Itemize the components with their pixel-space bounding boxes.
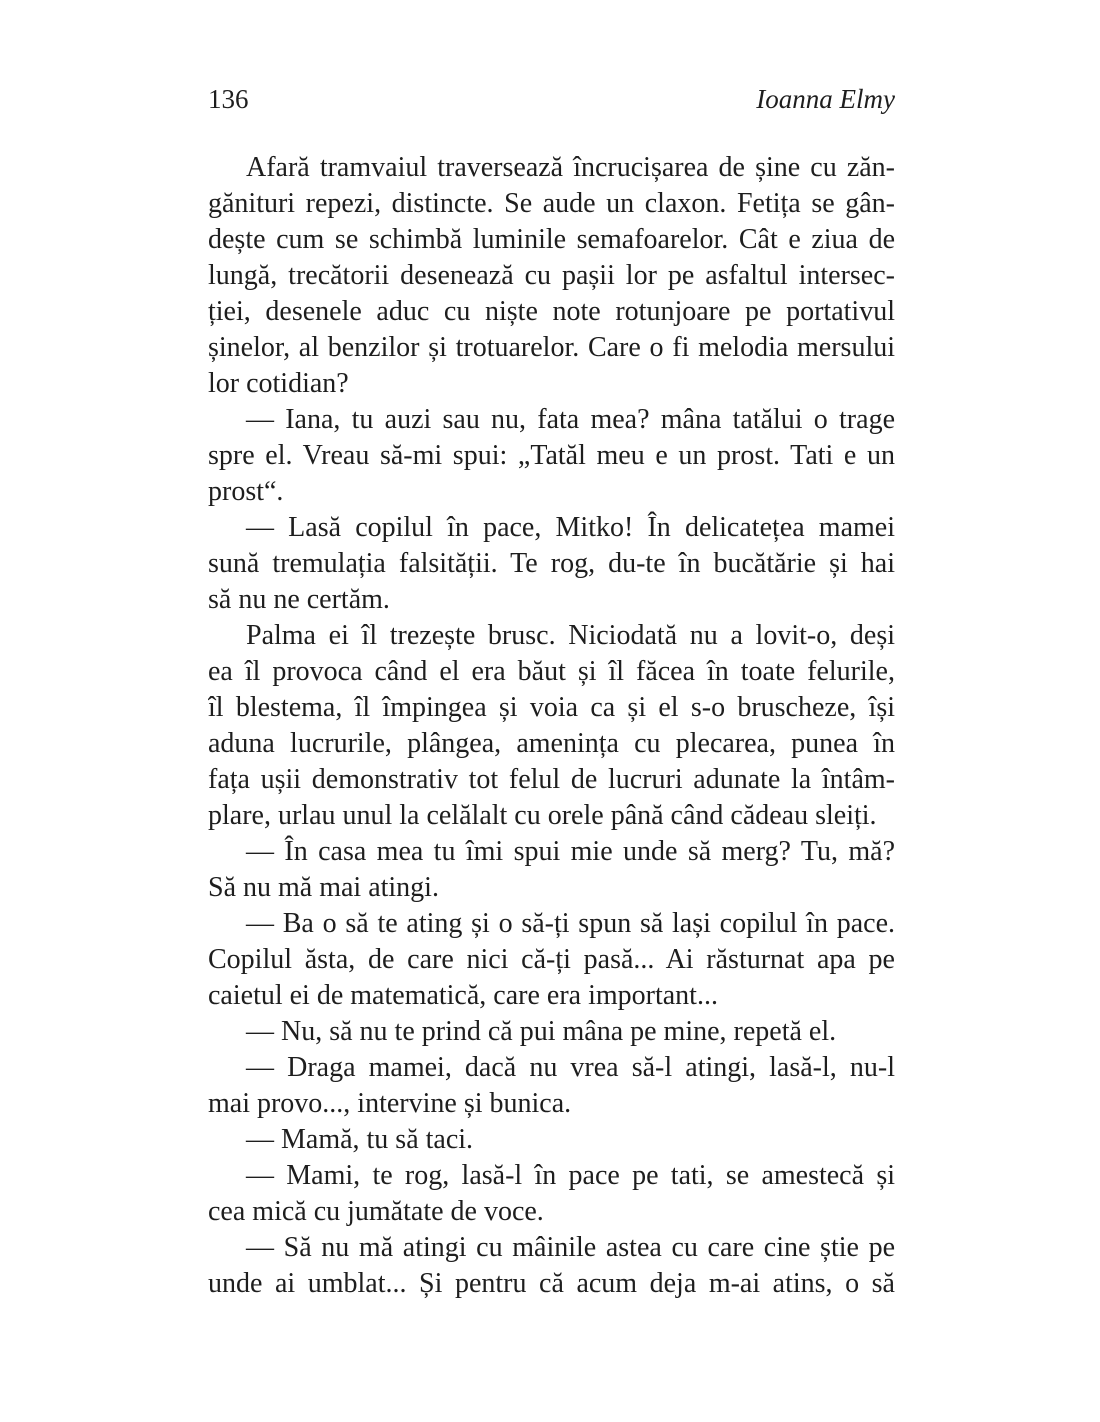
text-line: ției, desenele aduc cu niște note rotunjoare pe portativul: [208, 296, 895, 327]
paragraph: [208, 1014, 895, 1050]
text-line: spre el. Vreau să-mi spui: „Tatăl meu e un prost. Tati e un: [208, 440, 895, 471]
paragraph: [208, 510, 895, 618]
paragraph: [208, 150, 895, 402]
text-line: — Lasă copilul în pace, Mitko! În delicatețea mamei: [246, 512, 895, 543]
text-line: — Nu, să nu te prind că pui mâna pe mine, repetă el.: [246, 1016, 837, 1047]
page-number: 136: [208, 84, 249, 114]
paragraph: [208, 1230, 895, 1302]
text-line: — Mamă, tu să taci.: [246, 1124, 474, 1155]
running-header-author: Ioanna Elmy: [756, 84, 895, 114]
text-line: gănituri repezi, distincte. Se aude un claxon. Fetița se gân-: [208, 188, 895, 219]
text-line: — Iana, tu auzi sau nu, fata mea? mâna tatălui o trage: [246, 404, 895, 435]
paragraph: [208, 618, 895, 834]
text-line: unde ai umblat... Și pentru că acum deja m-ai atins, o să: [208, 1268, 895, 1299]
paragraph: [208, 1122, 895, 1158]
paragraph: [208, 402, 895, 510]
text-line: plare, urlau unul la celălalt cu orele până când cădeau sleiți.: [208, 800, 877, 831]
text-line: lungă, trecătorii desenează cu pașii lor pe asfaltul intersec-: [208, 260, 895, 291]
text-line: cea mică cu jumătate de voce.: [208, 1196, 544, 1227]
text-line: Copilul ăsta, de care nici că-ți pasă... Ai răsturnat apa pe: [208, 944, 895, 975]
paragraph: [208, 834, 895, 906]
text-line: ea îl provoca când el era băut și îl făcea în toate felurile,: [208, 656, 895, 687]
text-line: îl blestema, îl împingea și voia ca și el s-o bruscheze, își: [208, 692, 895, 723]
paragraph: [208, 906, 895, 1014]
paragraph: [208, 1158, 895, 1230]
body-text: [208, 150, 895, 1302]
text-line: — Mami, te rog, lasă-l în pace pe tati, se amestecă și: [246, 1160, 895, 1191]
text-line: sună tremulația falsității. Te rog, du-te în bucătărie și hai: [208, 548, 895, 579]
text-line: — Să nu mă atingi cu mâinile astea cu care cine știe pe: [246, 1232, 895, 1263]
text-line: Afară tramvaiul traversează încrucișarea de șine cu zăn-: [246, 152, 895, 183]
text-line: Palma ei îl trezește brusc. Niciodată nu a lovit-o, deși: [246, 620, 895, 651]
text-line: prost“.: [208, 476, 284, 507]
text-line: fața ușii demonstrativ tot felul de lucruri adunate la întâm-: [208, 764, 895, 795]
text-line: să nu ne certăm.: [208, 584, 390, 615]
text-line: Să nu mă mai atingi.: [208, 872, 439, 903]
text-line: lor cotidian?: [208, 368, 349, 399]
text-line: dește cum se schimbă luminile semafoarelor. Cât e ziua de: [208, 224, 895, 255]
text-line: caietul ei de matematică, care era important...: [208, 980, 718, 1011]
paragraph: [208, 1050, 895, 1122]
text-line: aduna lucrurile, plângea, amenința cu plecarea, punea în: [208, 728, 895, 759]
running-header: [208, 84, 895, 114]
text-line: — Ba o să te ating și o să-ți spun să lași copilul în pace.: [246, 908, 895, 939]
text-line: șinelor, al benzilor și trotuarelor. Care o fi melodia mersului: [208, 332, 895, 363]
text-line: — Draga mamei, dacă nu vrea să-l atingi, lasă-l, nu-l: [246, 1052, 895, 1083]
text-line: — În casa mea tu îmi spui mie unde să merg? Tu, mă?: [246, 836, 895, 867]
text-line: mai provo..., intervine și bunica.: [208, 1088, 572, 1119]
